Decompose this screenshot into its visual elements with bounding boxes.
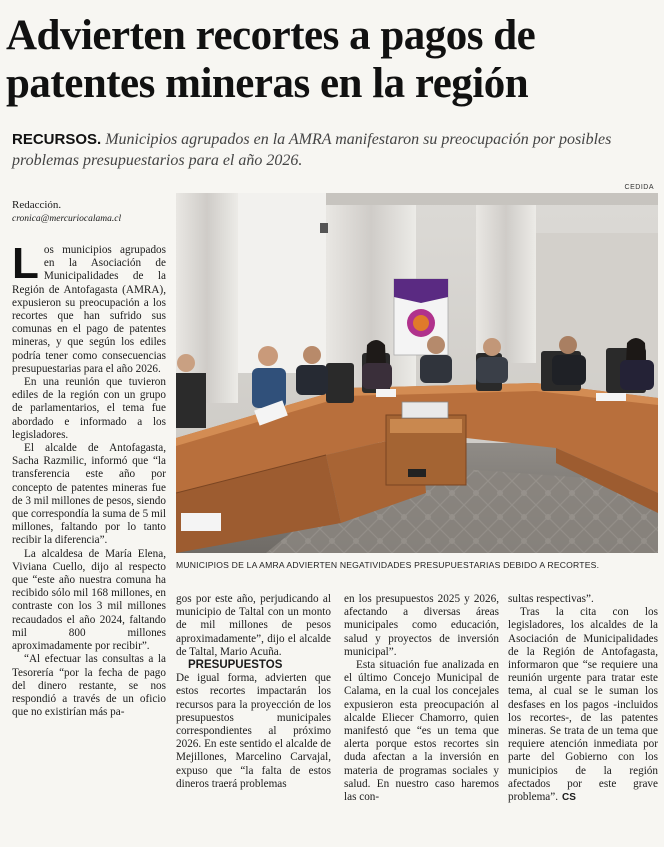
body-paragraph: “Al efectuar las consultas a la Tesorería “por la fecha de pago del dinero restante, se nos respondió a través de un oficio que no existirían más pa-: [12, 653, 166, 719]
body-paragraph: sultas respectivas”.: [508, 593, 594, 605]
photo-credit: CEDIDA: [624, 184, 654, 191]
end-mark-icon: CS: [562, 792, 576, 804]
section-subhead: PRESUPUESTOS: [188, 659, 283, 672]
body-paragraph: gos por este año, perjudicando al municipio de Taltal con un monto de mil millones de pesos aproximadamente”, dijo el alcalde de Taltal, Mario Acuña.: [176, 593, 331, 658]
byline-email[interactable]: cronica@mercuriocalama.cl: [12, 214, 122, 224]
body-paragraph: Tras la cita con los legisladores, los alcaldes de la Asociación de Municipalidades de la Región de Antofagasta, informaron que “se requiere una reunión urgente para tratar este tema, al cual se le suman los desfases en los pagos -incluidos los recortes-, de las patentes mineras. Se trata de un tema que requiere atención inmediata por parte del Gobierno con los municipios de la región afectados por este grave problema”. CS: [508, 606, 658, 804]
body-paragraph: La alcaldesa de María Elena, Viviana Cuello, dijo al respecto que “este año nuestra comuna ha recibido sólo mil 168 millones, en contraste con los 3 mil millones recaudados el año 2024, faltando mil 800 millones aproximadamente por recibir”.: [12, 547, 166, 653]
deck-kicker: RECURSOS.: [12, 131, 102, 148]
body-paragraph: El alcalde de Antofagasta, Sacha Razmilic, informó que “la transferencia este año por concepto de patentes mineras fue de 3 mil millones de pesos, siendo que correspondía la suma de 5 mil millones, faltando por lo tanto recibir la diferencia”.: [12, 442, 166, 547]
body-column-1: [12, 239, 166, 719]
body-column-2: [176, 593, 331, 791]
body-column-4: [508, 593, 658, 804]
deck-text: Municipios agrupados en la AMRA manifestaron su preocupación por posibles problemas presupuestarios para el año 2026.: [12, 131, 612, 169]
deck: [12, 129, 652, 171]
body-paragraph: Los municipios agrupados en la Asociación de Municipalidades de la Región de Antofagasta (AMRA), expusieron su preocupación a los recortes que han sufrido sus comunas en el pago de patentes mineras, y que según los ediles podría tener como consecuencias presupuestarias para el año 2026.: [12, 239, 166, 375]
byline-author: Redacción.: [12, 199, 62, 211]
body-column-3: [344, 593, 499, 804]
byline: [12, 198, 167, 226]
body-paragraph: en los presupuestos 2025 y 2026, afectando a diversas áreas municipales como educación, salud y proyectos de inversión municipal”.: [344, 593, 499, 658]
body-paragraph: En una reunión que tuvieron ediles de la región con un grupo de parlamentarios, el tema fue abordado e informado a los legisladores.: [12, 376, 166, 441]
body-paragraph: De igual forma, advierten que estos recortes impactarán los recursos para la proyección de los presupuestos municipales correspondientes al próximo 2026. En este sentido el alcalde de Mejillones, Marcelino Carvajal, expuso que “la falta de estos dineros traerá problemas: [176, 672, 331, 790]
dropcap: L: [12, 239, 39, 288]
headline: Advierten recortes a pagos de patentes mineras en la región: [6, 12, 536, 107]
body-paragraph: Esta situación fue analizada en el último Concejo Municipal de Calama, en la cual los concejales expusieron esta preocupación al alcalde Eliecer Chamorro, quien manifestó que “es un tema que alerta porque estos recortes sin duda afectan a la inversión en materia de programas sociales y salud. En nuestro caso haremos las con-: [344, 659, 499, 804]
meeting-photo: [176, 193, 658, 553]
photo-caption: MUNICIPIOS DE LA AMRA ADVIERTEN NEGATIVIDADES PRESUPUESTARIAS DEBIDO A RECORTES.: [176, 560, 600, 570]
